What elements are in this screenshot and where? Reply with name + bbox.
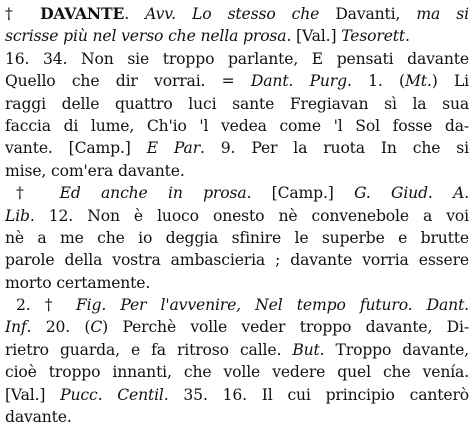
entry-line: [5, 316, 469, 338]
body-text: faccia di lume, Ch'io 'l vedea come 'l Sol fosse da-: [5, 116, 469, 135]
citation-text: Dant. Purg: [250, 72, 347, 91]
body-text: raggi delle quattro luci sante Fregiavan sì la sua: [5, 94, 469, 113]
citation-text: Inf: [5, 318, 27, 337]
body-text: ) Perchè volle veder troppo davante, Di-: [102, 318, 469, 337]
citation-text: scrisse più nel verso che nella prosa: [5, 27, 287, 46]
body-text: .: [124, 5, 146, 23]
body-text: 16. 34. Non sie troppo parlante, E pensati davante: [5, 49, 469, 68]
body-text: . 35. 16. Il cui principio canterò: [163, 385, 469, 404]
body-text: . 1. (: [346, 72, 405, 91]
entry-line: [5, 137, 469, 159]
entry-line: [5, 115, 469, 137]
body-text: [Val.]: [5, 385, 61, 404]
body-text: parole della vostra ambascieria ; davante vorria essere: [5, 251, 469, 270]
citation-text: Avv. Lo stesso che: [145, 5, 336, 23]
body-text: nè a me che io deggia sfinire le superbe e brutte: [5, 228, 469, 247]
citation-text: G. Giud. A.: [354, 184, 469, 203]
body-text: Davanti: [335, 5, 396, 23]
body-text: ,: [395, 5, 417, 23]
entry-line: [5, 249, 469, 271]
body-text: morto certamente.: [5, 273, 151, 292]
body-text: .: [405, 27, 410, 46]
citation-text: Ed anche in prosa: [59, 184, 247, 203]
body-text: rietro guarda, e fa ritroso calle.: [5, 340, 293, 359]
body-text: . 20. (: [26, 318, 91, 337]
body-text: davante.: [5, 408, 72, 427]
body-text: . Troppo davante,: [319, 340, 469, 359]
citation-text: Lib: [5, 206, 30, 225]
entry-line: [5, 294, 469, 316]
entry-line: [5, 70, 469, 92]
body-text: . [Val.]: [286, 27, 342, 46]
entry-line: [5, 93, 469, 115]
body-text: . [Camp.]: [246, 184, 355, 203]
body-text: Quello che dir vorrai. =: [5, 72, 251, 91]
entry-line: [5, 406, 469, 428]
entry-line: [5, 182, 469, 204]
body-text: mise, com'era davante.: [5, 161, 185, 180]
citation-text: Tesorett: [341, 27, 406, 46]
citation-text: Pucc. Centil: [60, 385, 164, 404]
citation-text: C: [90, 318, 103, 337]
body-text: †: [5, 5, 41, 23]
entry-line: [5, 339, 469, 361]
entry-line: [5, 384, 469, 406]
citation-text: But: [292, 340, 320, 359]
body-text: vante. [Camp.]: [5, 139, 147, 158]
entry-text: [5, 3, 469, 428]
citation-text: E Par: [146, 139, 200, 158]
body-text: ) Li: [431, 72, 469, 91]
entry-line: [5, 160, 469, 182]
entry-line: [5, 3, 469, 25]
entry-line: [5, 227, 469, 249]
body-text: . 9. Per la ruota In che si: [200, 139, 469, 158]
body-text: 2. †: [16, 296, 76, 315]
entry-line: [5, 25, 469, 47]
citation-text: Fig. Per l'avvenire, Nel tempo futuro. Dant.: [76, 296, 469, 315]
body-text: †: [16, 184, 60, 203]
entry-line: [5, 272, 469, 294]
citation-text: ma si: [416, 5, 469, 23]
entry-line: [5, 205, 469, 227]
body-text: . 12. Non è luoco onesto nè convenebole a voi: [29, 206, 469, 225]
headword: DAVANTE: [40, 4, 125, 23]
citation-text: Mt.: [404, 72, 432, 91]
entry-line: [5, 48, 469, 70]
entry-line: [5, 361, 469, 383]
body-text: cioè troppo innanti, che volle vedere quel che venía.: [5, 363, 469, 382]
